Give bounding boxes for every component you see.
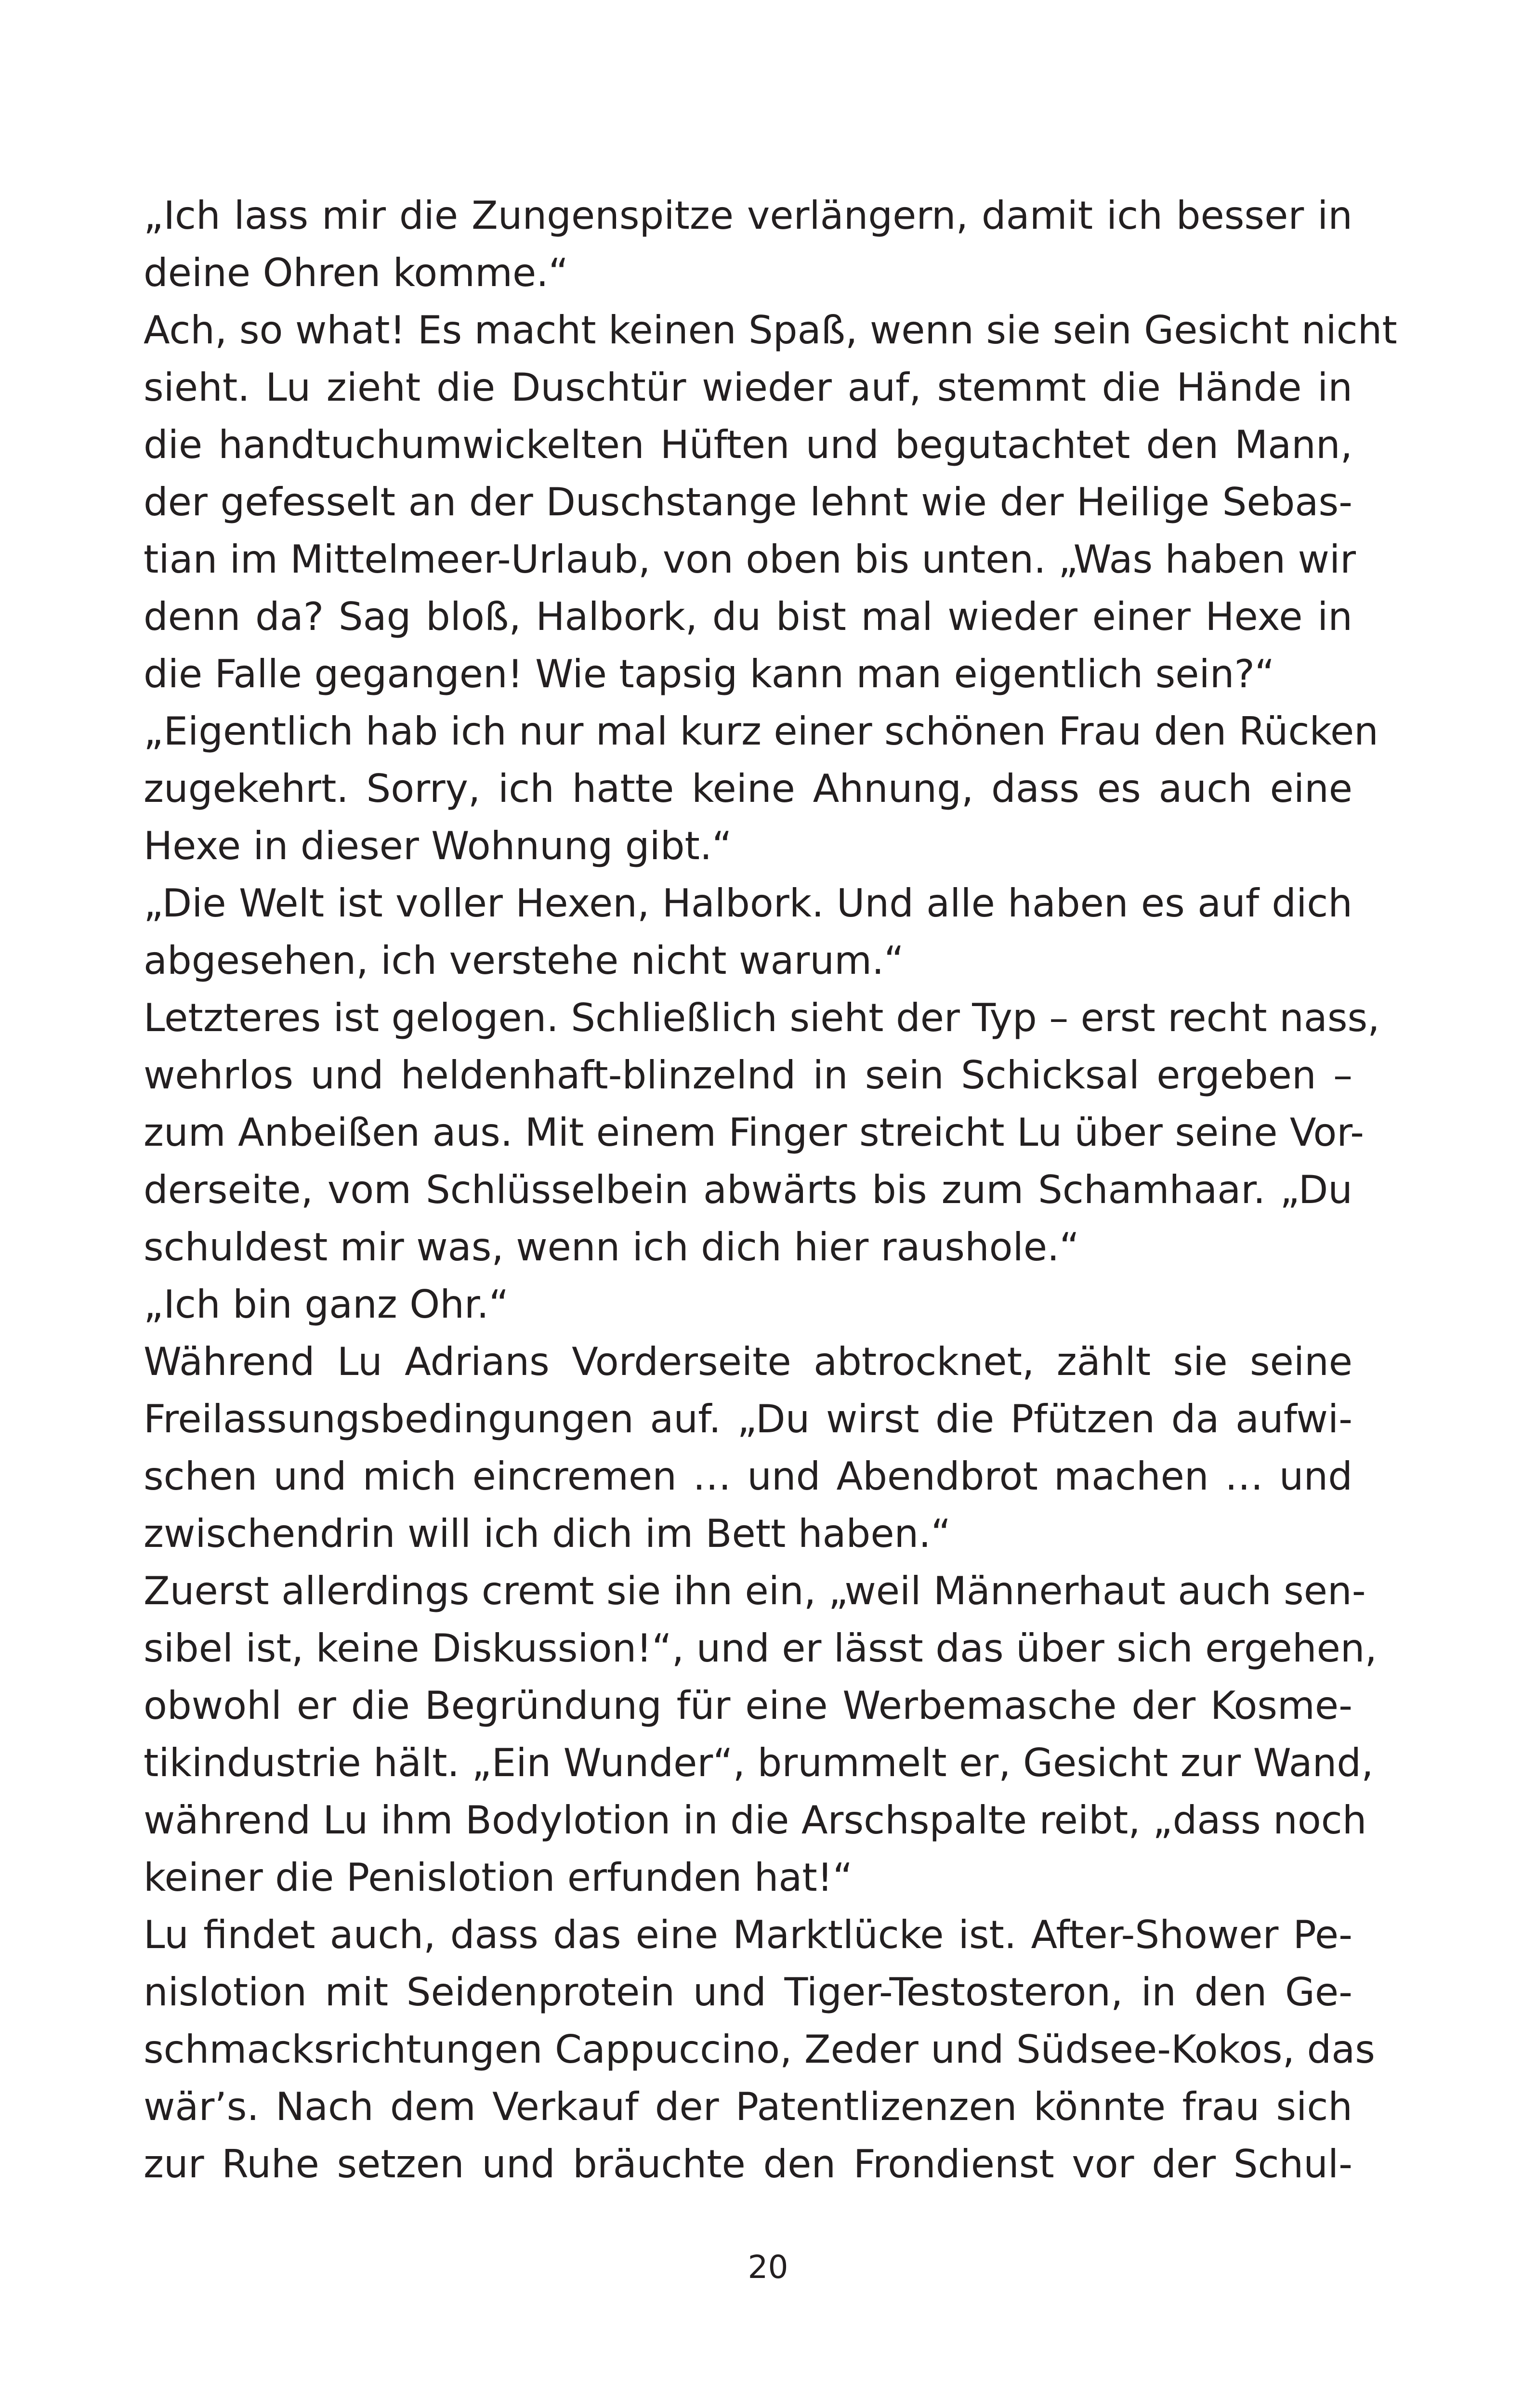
text-line: zwischendrin will ich dich im Bett haben.“ [144,1511,951,1556]
text-line: „Ich bin ganz Ohr.“ [144,1282,509,1327]
text-line: „Die Welt ist voller Hexen, Halbork. Und alle haben es auf dich [144,881,1352,926]
text-line: zum Anbeißen aus. Mit einem Finger streicht Lu über seine Vor- [144,1110,1364,1155]
text-line: schen und mich eincremen … und Abendbrot machen … und [144,1454,1352,1499]
text-line: nislotion mit Seidenprotein und Tiger-Testosteron, in den Ge- [144,1970,1352,2015]
text-line: sieht. Lu zieht die Duschtür wieder auf, stemmt die Hände in [144,365,1352,410]
text-line: denn da? Sag bloß, Halbork, du bist mal wieder einer Hexe in [144,594,1352,639]
text-line: tikindustrie hält. „Ein Wunder“, brummelt er, Gesicht zur Wand, [144,1741,1374,1785]
text-line: keiner die Penislotion erfunden hat!“ [144,1855,853,1900]
text-line: zugekehrt. Sorry, ich hatte keine Ahnung, dass es auch eine [144,766,1352,811]
text-line: Lu findet auch, dass das eine Marktlücke ist. After-Shower Pe- [144,1912,1352,1957]
text-line: sibel ist, keine Diskussion!“, und er lässt das über sich ergehen, [144,1626,1377,1671]
text-line: abgesehen, ich verstehe nicht warum.“ [144,938,904,983]
text-line: obwohl er die Begründung für eine Werbemasche der Kosme- [144,1683,1352,1728]
text-line: wär’s. Nach dem Verkauf der Patentlizenzen könnte frau sich [144,2084,1352,2129]
text-line: derseite, vom Schlüsselbein abwärts bis zum Schamhaar. „Du [144,1167,1352,1212]
text-line: „Ich lass mir die Zungenspitze verlängern, damit ich besser in [144,193,1352,238]
text-line: tian im Mittelmeer-Urlaub, von oben bis unten. „Was haben wir [144,537,1356,582]
text-line: „Eigentlich hab ich nur mal kurz einer schönen Frau den Rücken [144,709,1378,754]
text-line: die handtuchumwickelten Hüften und begutachtet den Mann, [144,422,1352,467]
text-line: der gefesselt an der Duschstange lehnt wie der Heilige Sebas- [144,480,1352,524]
text-line: Hexe in dieser Wohnung gibt.“ [144,824,732,868]
body-text [144,187,1397,2193]
text-line: deine Ohren komme.“ [144,250,569,295]
text-line: Zuerst allerdings cremt sie ihn ein, „weil Männerhaut auch sen- [144,1569,1366,1613]
text-line: Freilassungsbedingungen auf. „Du wirst die Pfützen da aufwi- [144,1397,1352,1441]
text-line: Ach, so what! Es macht keinen Spaß, wenn sie sein Gesicht nicht [144,308,1397,353]
text-line: während Lu ihm Bodylotion in die Arschspalte reibt, „dass noch [144,1798,1367,1843]
text-line: schuldest mir was, wenn ich dich hier raushole.“ [144,1225,1079,1269]
text-line: Letzteres ist gelogen. Schließlich sieht der Typ – erst recht nass, [144,995,1380,1040]
page-number: 20 [748,2249,788,2286]
text-line: zur Ruhe setzen und bräuchte den Frondienst vor der Schul- [144,2142,1352,2186]
text-line: schmacksrichtungen Cappuccino, Zeder und Südsee-Kokos, das [144,2027,1375,2072]
text-line: wehrlos und heldenhaft-blinzelnd in sein Schicksal ergeben – [144,1053,1352,1098]
text-line: die Falle gegangen! Wie tapsig kann man eigentlich sein?“ [144,652,1275,696]
text-line: Während Lu Adrians Vorderseite abtrocknet, zählt sie seine [144,1339,1352,1384]
